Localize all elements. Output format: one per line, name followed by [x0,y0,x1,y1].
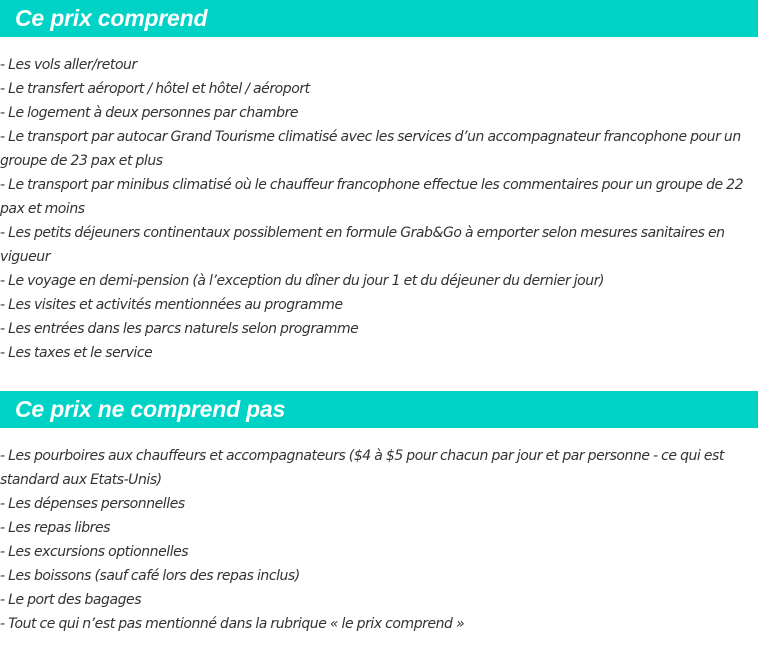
excludes-item: - Tout ce qui n’est pas mentionné dans la rubrique « le prix comprend » [0,616,465,632]
includes-item: - Les entrées dans les parcs naturels selon programme [0,321,359,337]
excludes-item: - Les boissons (sauf café lors des repas inclus) [0,568,300,584]
includes-item: - Les vols aller/retour [0,57,137,73]
includes-list [0,53,758,365]
excludes-title: Ce prix ne comprend pas [15,396,286,422]
includes-item: - Le transport par minibus climatisé où le chauffeur francophone effectue les commentaires pour un groupe de 22 pax et moins [0,177,744,217]
excludes-item: - Le port des bagages [0,592,142,608]
includes-item: - Les taxes et le service [0,345,153,361]
excludes-list [0,444,758,636]
includes-item: - Le transport par autocar Grand Tourisme climatisé avec les services d’un accompagnateur francophone pour un groupe de 23 pax et plus [0,129,741,169]
includes-item: - Le logement à deux personnes par chambre [0,105,299,121]
includes-item: - Les visites et activités mentionnées au programme [0,297,343,313]
includes-title: Ce prix comprend [15,5,208,31]
excludes-item: - Les repas libres [0,520,110,536]
excludes-item: - Les dépenses personnelles [0,496,185,512]
includes-item: - Les petits déjeuners continentaux possiblement en formule Grab&Go à emporter selon mesures sanitaires en vigueur [0,225,725,265]
includes-header [0,0,758,37]
includes-item: - Le transfert aéroport / hôtel et hôtel / aéroport [0,81,310,97]
excludes-header [0,391,758,428]
includes-item: - Le voyage en demi-pension (à l’exception du dîner du jour 1 et du déjeuner du dernier jour) [0,273,605,289]
excludes-item: - Les pourboires aux chauffeurs et accompagnateurs ($4 à $5 pour chacun par jour et par personne - ce qui est standard aux Etats-Unis) [0,448,724,488]
excludes-item: - Les excursions optionnelles [0,544,189,560]
